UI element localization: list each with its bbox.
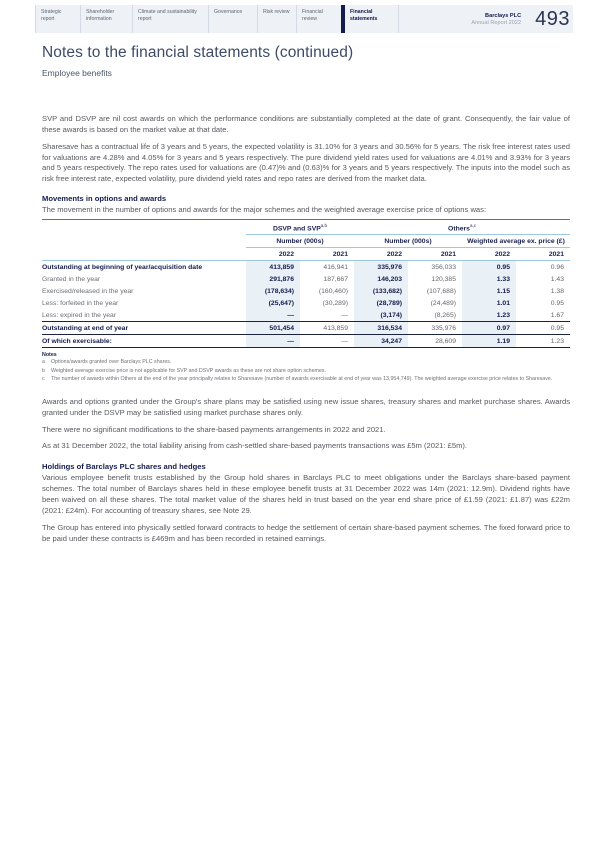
group-header-dsvp-svp	[246, 220, 354, 235]
cell-value: 335,976	[408, 322, 462, 335]
cell-value: 1.38	[550, 287, 564, 295]
footnote-ref: a,c	[469, 223, 476, 229]
paragraph-forward-contracts: The Group has entered into physically settled forward contracts to hedge the settlement of certain share-based payment schemes. The fixed forward price to be paid under these contracts is £469m and has been recorded in retained earnings.	[42, 522, 570, 543]
cell-value: 34,247	[354, 335, 408, 348]
footnote-ref: a,b	[320, 223, 328, 229]
empty-cell	[42, 220, 246, 235]
paragraph-awards-options: Awards and options granted under the Group's share plans may be satisfied using new issue shares, treasury shares and market purchase shares. Awards granted under the DSVP may be satisfied using market purchase shares only.	[42, 396, 570, 417]
cell-value: (133,682)	[354, 285, 408, 297]
tab-governance[interactable]	[208, 5, 257, 33]
table-subgroup-header-row	[42, 235, 570, 248]
subgroup-number-others: Number (000s)	[354, 235, 462, 248]
table-row	[42, 261, 570, 274]
cell-value: 413,859	[300, 322, 354, 335]
row-label: Of which exercisable:	[42, 335, 246, 348]
cell-value: (8,265)	[434, 311, 456, 319]
note-text: Weighted average exercise price is not applicable for SVP and DSVP awards as these are not share option schemes.	[51, 367, 327, 374]
movements-table	[42, 219, 570, 348]
tab-label: Governance	[214, 9, 243, 15]
cell-value: 1.67	[550, 311, 564, 319]
cell-value: (28,789)	[354, 297, 408, 309]
year-header: 2021	[408, 248, 462, 261]
page-subtitle: Employee benefits	[42, 68, 112, 78]
row-label: Less: expired in the year	[42, 311, 117, 319]
cell-value: (24,489)	[430, 299, 456, 307]
cell-value: 1.43	[550, 275, 564, 283]
section-heading-movements: Movements in options and awards	[42, 194, 167, 204]
tab-label: Strategic report	[41, 9, 62, 22]
row-label: Granted in the year	[42, 275, 101, 283]
year-header: 2021	[516, 248, 570, 261]
brand-block	[471, 5, 527, 33]
cell-value: —	[246, 335, 300, 348]
paragraph-liability: As at 31 December 2022, the total liability arising from cash-settled share-based payments transactions was £5m (2021: £5m).	[42, 441, 468, 451]
section-heading-holdings: Holdings of Barclays PLC shares and hedges	[42, 462, 206, 472]
tab-label: Shareholder information	[86, 9, 115, 22]
row-label: Exercised/released in the year	[42, 287, 134, 295]
page-number: 493	[535, 7, 570, 30]
cell-value: 335,976	[354, 261, 408, 274]
cell-value: 120,385	[431, 275, 456, 283]
cell-value: (178,634)	[246, 285, 300, 297]
cell-value: 1.15	[462, 285, 516, 297]
cell-value: —	[246, 309, 300, 322]
cell-value: 146,203	[354, 273, 408, 285]
tab-shareholder-information[interactable]	[80, 5, 132, 33]
year-header: 2022	[354, 248, 408, 261]
subgroup-weighted-avg-price: Weighted average ex. price (£)	[462, 235, 570, 248]
cell-value: 316,534	[354, 322, 408, 335]
tab-climate-sustainability[interactable]	[132, 5, 208, 33]
group-label: DSVP and SVP	[272, 225, 321, 233]
tab-label: Financial statements	[350, 9, 378, 22]
year-header: 2021	[300, 248, 354, 261]
brand-name: Barclays PLC	[485, 12, 522, 19]
row-label: Outstanding at beginning of year/acquisition date	[42, 263, 203, 271]
tab-financial-statements[interactable]	[341, 5, 398, 33]
group-header-others	[354, 220, 570, 235]
page-title: Notes to the financial statements (continued)	[42, 44, 354, 61]
note-b	[42, 367, 570, 375]
note-letter: b	[42, 367, 45, 374]
cell-value: 0.97	[462, 322, 516, 335]
cell-value: 413,859	[246, 261, 300, 274]
note-letter: c	[42, 375, 45, 382]
cell-value: 1.23	[462, 309, 516, 322]
movements-intro: The movement in the number of options and awards for the major schemes and the weighted average exercise price of options was:	[42, 205, 487, 215]
cell-value: 0.95	[516, 322, 570, 335]
cell-value: 1.01	[462, 297, 516, 309]
row-label: Less: forfeited in the year	[42, 299, 119, 307]
table-notes	[42, 352, 570, 383]
table-row	[42, 309, 570, 322]
table-row	[42, 297, 570, 309]
cell-value: 28,609	[408, 335, 462, 348]
table-group-header-row	[42, 220, 570, 235]
paragraph-svp-dsvp: SVP and DSVP are nil cost awards on which the performance conditions are substantially completed at the date of grant. Consequently, the fair value of these awards is based on the market value at that date.	[42, 114, 570, 134]
cell-value: 0.95	[462, 261, 516, 274]
cell-value: —	[341, 311, 348, 319]
note-text: The number of awards within Others at the end of the year principally relates to Sharesave (number of awards exercisable at end of year was 13,954,749). The weighted average exercise price relates to Sharesave.	[51, 375, 553, 382]
paragraph-sharesave: Sharesave has a contractual life of 3 years and 5 years, the expected volatility is 31.10% for 3 years and 30.56% for 5 years. The risk free interest rates used for valuations are 4.28% and 4.05% for 3 years and 5 years respectively. The pure dividend yield rates used for valuations are 4.01% and 3.93% for 3 years and 5 years respectively. The repo rates used for valuations are (0.47)% and (0.63)% for 3 years and 5 years respectively. The inputs into the model such as risk free interest rate, expected volatility, pure dividend yield rates and repo rates are derived from the market data.	[42, 141, 570, 184]
content-area	[42, 114, 570, 544]
note-a	[42, 358, 570, 366]
cell-value: 356,033	[431, 263, 456, 271]
tab-risk-review[interactable]	[257, 5, 296, 33]
year-header: 2022	[462, 248, 516, 261]
tab-financial-review[interactable]	[296, 5, 341, 33]
cell-value: (3,174)	[354, 309, 408, 322]
table-row	[42, 273, 570, 285]
paragraph-holdings: Various employee benefit trusts established by the Group hold shares in Barclays PLC to meet obligations under the Barclays share-based payment schemes. The total number of Barclays shares held in these employee benefit trusts at 31 December 2022 was 14m (2021: 12.9m). Dividend rights have been waived on all these shares. The total market value of the shares held in trust based on the year end share price of £1.59 (2021: £1.87) was £22m (2021: £24m). For accounting of treasury shares, see Note 29.	[42, 473, 570, 515]
table-row	[42, 322, 570, 335]
cell-value: (107,688)	[426, 287, 456, 295]
table-row	[42, 285, 570, 297]
cell-value: —	[300, 335, 354, 348]
cell-value: 187,667	[323, 275, 348, 283]
tab-label: Financial review	[302, 9, 323, 22]
notes-title: Notes	[42, 352, 57, 359]
note-letter: a	[42, 359, 45, 366]
year-header: 2022	[246, 248, 300, 261]
table-row	[42, 335, 570, 348]
cell-value: 1.33	[462, 273, 516, 285]
empty-cell	[42, 248, 246, 261]
subgroup-number-dsvp: Number (000s)	[246, 235, 354, 248]
table-year-header-row	[42, 248, 570, 261]
empty-cell	[42, 235, 246, 248]
brand-report-title: Annual Report 2022	[471, 19, 522, 26]
band-divider	[398, 5, 471, 33]
cell-value: (160,460)	[318, 287, 348, 295]
tab-label: Risk review	[263, 9, 290, 15]
cell-value: (25,647)	[246, 297, 300, 309]
cell-value: 0.96	[550, 263, 564, 271]
group-label: Others	[448, 225, 470, 233]
cell-value: 291,876	[246, 273, 300, 285]
cell-value: 1.23	[516, 335, 570, 348]
header-band	[35, 5, 573, 33]
tab-label: Climate and sustainability report	[138, 9, 197, 22]
cell-value: 1.19	[462, 335, 516, 348]
cell-value: 0.95	[550, 299, 564, 307]
tab-strategic-report[interactable]	[35, 5, 80, 33]
cell-value: 501,454	[246, 322, 300, 335]
row-label: Outstanding at end of year	[42, 322, 246, 335]
cell-value: (30,289)	[322, 299, 348, 307]
cell-value: 416,941	[323, 263, 348, 271]
paragraph-modifications: There were no significant modifications to the share-based payments arrangements in 2022 and 2021.	[42, 424, 386, 434]
note-c	[42, 375, 570, 383]
note-text: Options/awards granted over Barclays PLC shares.	[51, 359, 172, 366]
